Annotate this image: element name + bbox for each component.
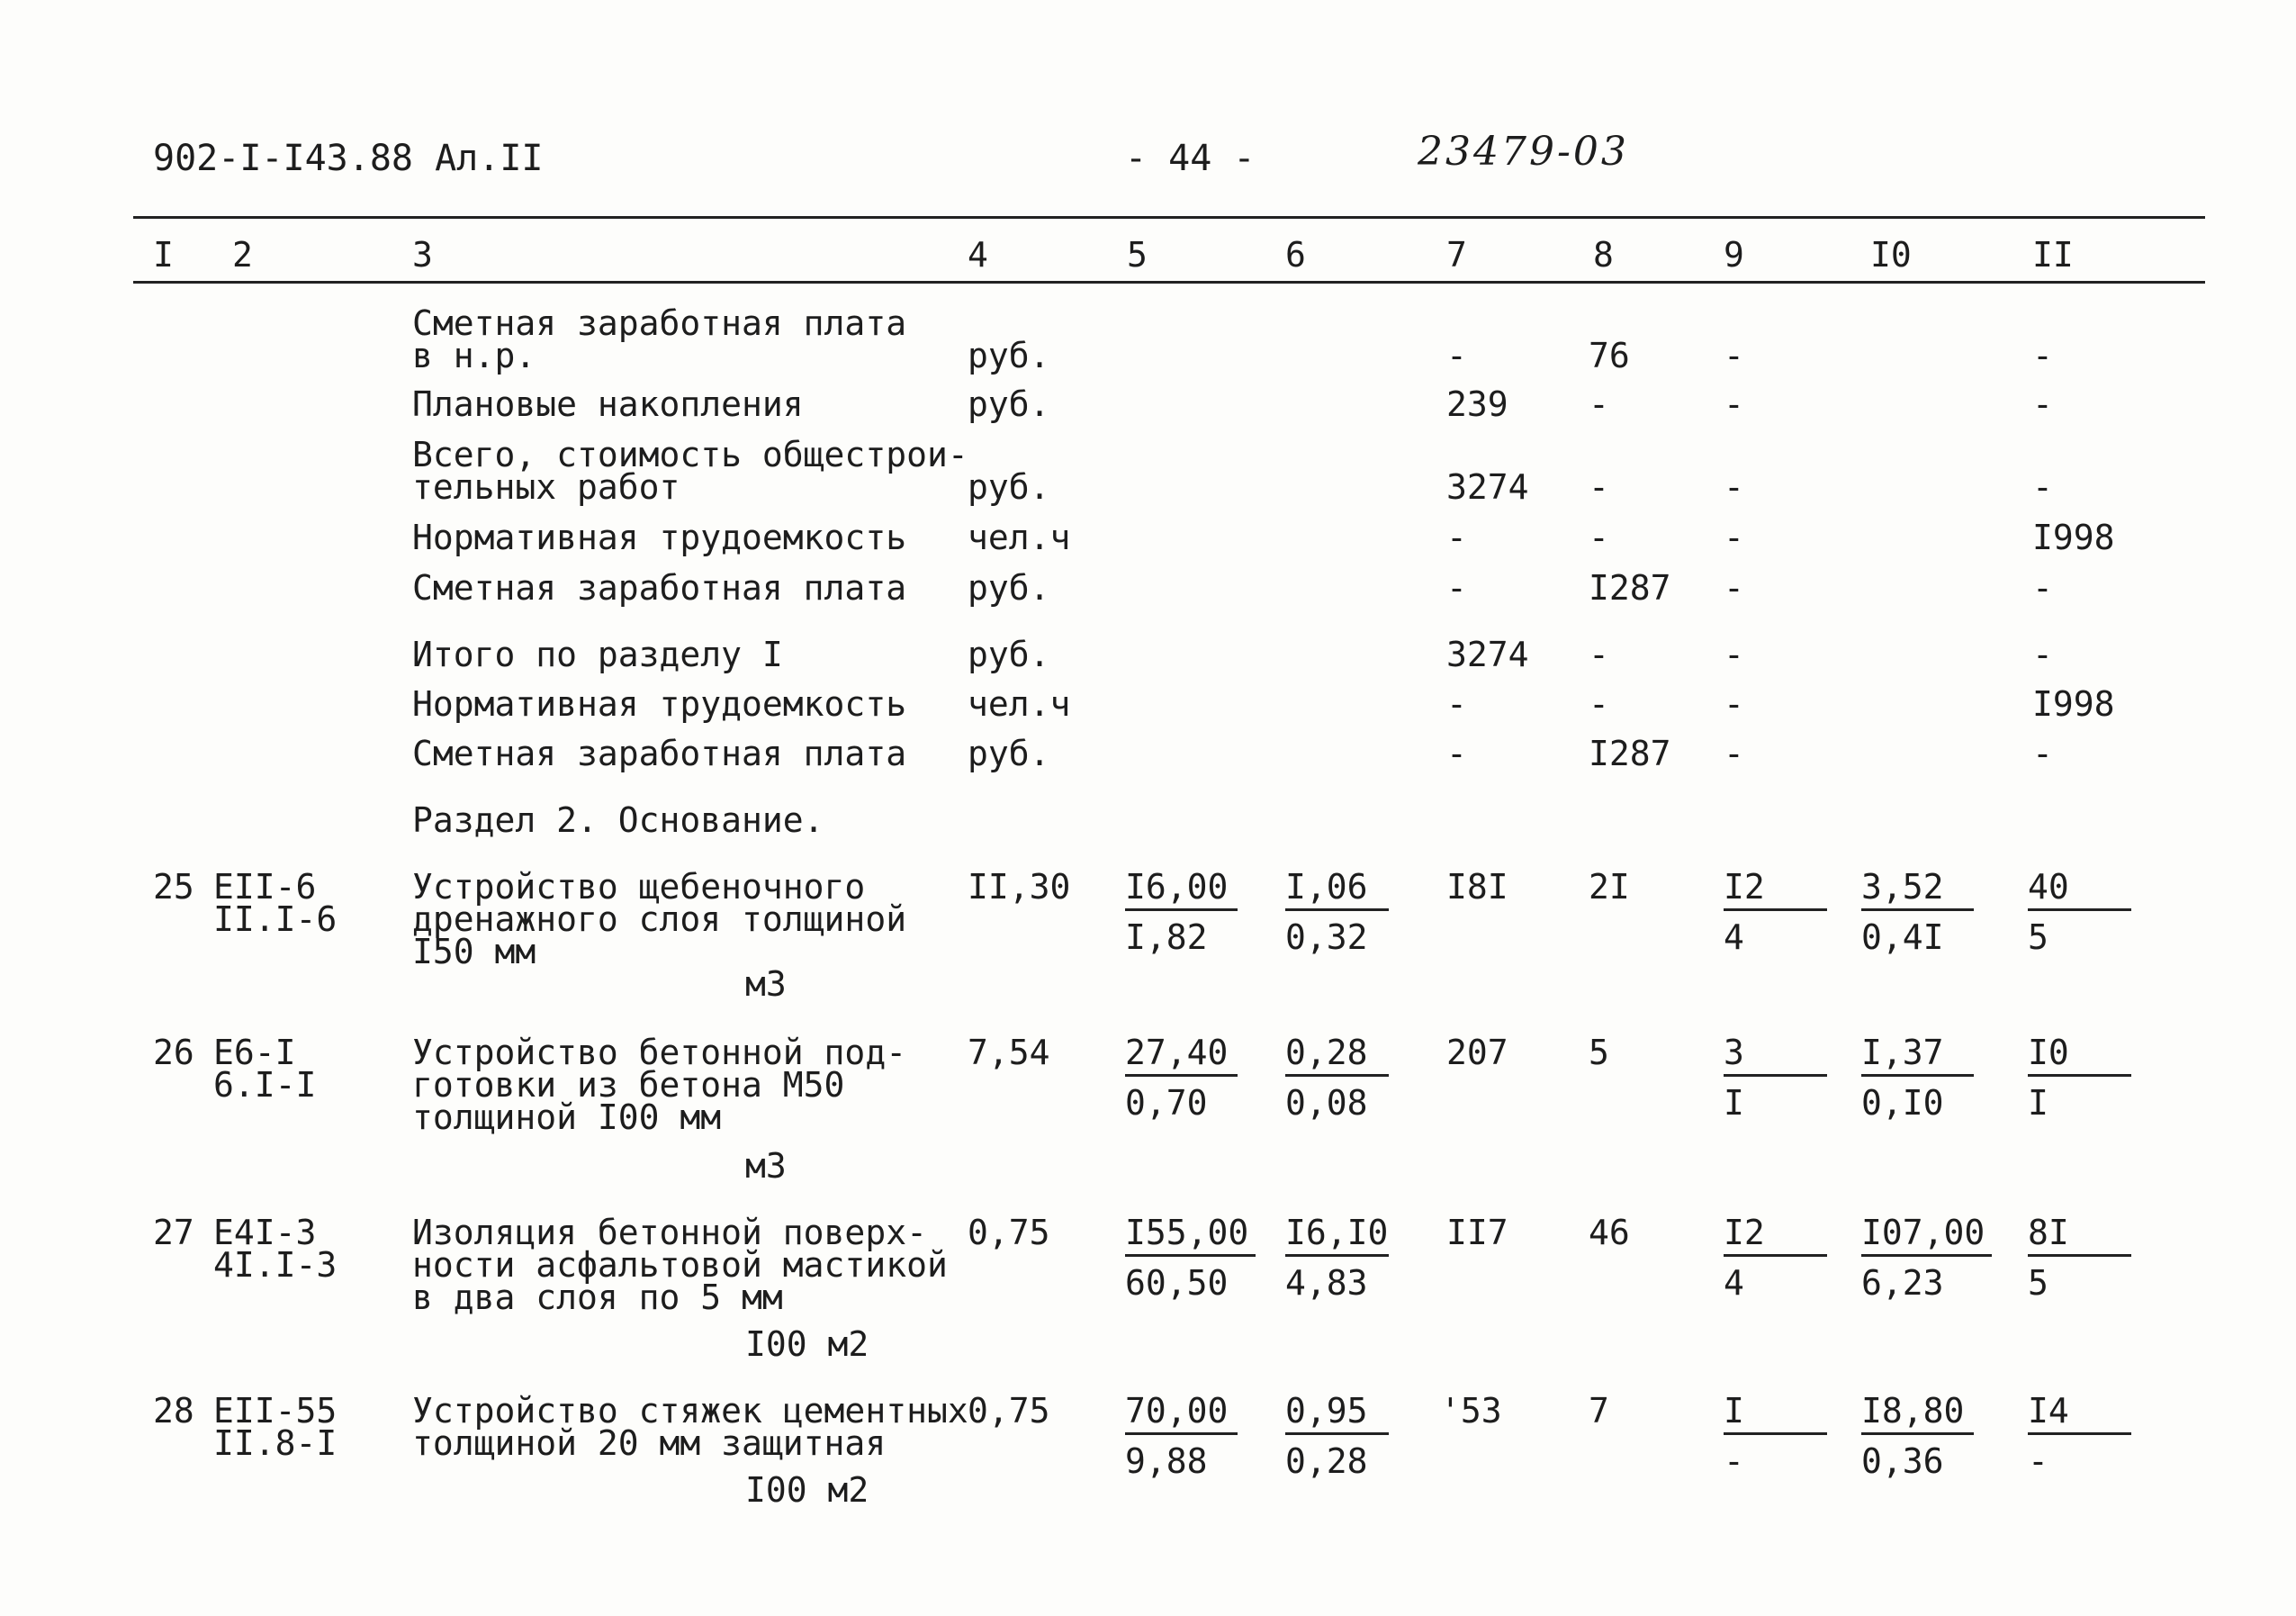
cell-col6-fraction [1285, 1033, 1389, 1123]
fraction-numerator: 27,40 [1125, 1035, 1238, 1077]
cell-col8: I287 [1589, 734, 1671, 773]
cell-col7: I8I [1446, 867, 1508, 907]
fraction-numerator: I,06 [1285, 870, 1389, 911]
fraction-numerator: I07,00 [1861, 1215, 1992, 1257]
fraction-denominator: 9,88 [1125, 1441, 1208, 1481]
fraction-numerator: I2 [1724, 870, 1827, 911]
column-header-1: I [153, 235, 174, 275]
column-header-10: I0 [1870, 235, 1912, 275]
fraction-denominator: 0,4I [1861, 917, 1944, 957]
cell-col8: - [1589, 518, 1609, 557]
column-header-7: 7 [1446, 235, 1467, 275]
cell-col9: - [1724, 568, 1744, 608]
cell-col9: - [1724, 518, 1744, 557]
cell-col8: I287 [1589, 568, 1671, 608]
cell-col7: - [1446, 336, 1467, 375]
row-unit: руб. [968, 734, 1050, 773]
cell-col8: 2I [1589, 867, 1630, 907]
column-header-5: 5 [1127, 235, 1148, 275]
item-quantity: 0,75 [968, 1391, 1050, 1431]
cell-col7: - [1446, 518, 1467, 557]
cell-col11: - [2032, 568, 2053, 608]
item-description-line1: Изоляция бетонной поверх- [412, 1213, 927, 1252]
cell-col11: - [2032, 734, 2053, 773]
fraction-numerator: 40 [2028, 870, 2131, 911]
cell-col11-fraction [2028, 867, 2131, 957]
item-number: 25 [153, 867, 194, 907]
column-header-4: 4 [968, 235, 988, 275]
fraction-denominator: 0,70 [1125, 1083, 1208, 1123]
fraction-denominator: 0,08 [1285, 1083, 1368, 1123]
fraction-denominator: I,82 [1125, 917, 1208, 957]
cell-col8: - [1589, 384, 1609, 424]
cell-col9-fraction [1724, 1033, 1827, 1123]
header-bottom-rule [133, 281, 2205, 284]
item-description-line2: толщиной 20 мм защитная [412, 1423, 887, 1463]
cell-col9: - [1724, 684, 1744, 724]
column-header-11: II [2032, 235, 2074, 275]
fraction-denominator: 0,28 [1285, 1441, 1368, 1481]
fraction-numerator: I2 [1724, 1215, 1827, 1257]
row-label: Плановые накопления [412, 384, 804, 424]
item-code: Е6-I [213, 1033, 296, 1072]
fraction-denominator: 6,23 [1861, 1263, 1944, 1303]
row-unit: руб. [968, 568, 1050, 608]
item-quantity: II,30 [968, 867, 1071, 907]
fraction-denominator: 0,32 [1285, 917, 1368, 957]
cell-col10-fraction [1861, 867, 1974, 957]
fraction-denominator: 0,36 [1861, 1441, 1944, 1481]
item-description-line2: дренажного слоя толщиной [412, 899, 907, 939]
cell-col7: 3274 [1446, 467, 1529, 507]
item-code-2: 6.I-I [213, 1065, 317, 1105]
cell-col11-fraction [2028, 1033, 2131, 1123]
cell-col7: - [1446, 568, 1467, 608]
row-unit: руб. [968, 635, 1050, 674]
fraction-numerator: 70,00 [1125, 1394, 1238, 1435]
cell-col9: - [1724, 635, 1744, 674]
item-description-line1: Устройство щебеночного [412, 867, 866, 907]
item-code: Е4I-3 [213, 1213, 317, 1252]
cell-col8: 76 [1589, 336, 1630, 375]
cell-col5-fraction [1125, 1391, 1238, 1481]
row-label-line2: в н.р. [412, 336, 536, 375]
fraction-numerator: I8,80 [1861, 1394, 1974, 1435]
cell-col11: - [2032, 384, 2053, 424]
cell-col9-fraction [1724, 867, 1827, 957]
cell-col8: 46 [1589, 1213, 1630, 1252]
fraction-denominator: 60,50 [1125, 1263, 1229, 1303]
item-number: 27 [153, 1213, 194, 1252]
row-unit: руб. [968, 336, 1050, 375]
item-code-2: 4I.I-3 [213, 1245, 338, 1285]
cell-col11: I998 [2032, 518, 2115, 557]
cell-col10-fraction [1861, 1391, 1974, 1481]
cell-col11: - [2032, 467, 2053, 507]
item-code: ЕII-55 [213, 1391, 338, 1431]
item-measure-unit: I00 м2 [745, 1470, 869, 1510]
row-label: Сметная заработная плата [412, 734, 907, 773]
item-quantity: 0,75 [968, 1213, 1050, 1252]
fraction-numerator: I0 [2028, 1035, 2131, 1077]
fraction-denominator: - [1724, 1441, 1744, 1481]
cell-col10-fraction [1861, 1213, 1992, 1303]
cell-col7: 3274 [1446, 635, 1529, 674]
cell-col11: - [2032, 336, 2053, 375]
item-code-2: II.8-I [213, 1423, 338, 1463]
row-label-line1: Всего, стоимость общестрои- [412, 435, 968, 474]
handwritten-number: 23479-03 [1418, 129, 1629, 175]
document-code: 902-I-I43.88 Ал.II [153, 138, 544, 179]
item-measure-unit: м3 [745, 1146, 787, 1186]
cell-col8: - [1589, 635, 1609, 674]
fraction-denominator: 4 [1724, 1263, 1744, 1303]
fraction-numerator: I4 [2028, 1394, 2131, 1435]
fraction-denominator: I [1724, 1083, 1744, 1123]
cell-col11: I998 [2032, 684, 2115, 724]
cell-col9-fraction [1724, 1213, 1827, 1303]
header-top-rule [133, 216, 2205, 219]
row-label: Сметная заработная плата [412, 568, 907, 608]
cell-col6-fraction [1285, 1391, 1389, 1481]
row-unit: чел.ч [968, 684, 1071, 724]
cell-col11: - [2032, 635, 2053, 674]
item-description-line3: толщиной I00 мм [412, 1097, 722, 1137]
fraction-denominator: 5 [2028, 917, 2048, 957]
cell-col5-fraction [1125, 1033, 1238, 1123]
cell-col5-fraction [1125, 867, 1238, 957]
cell-col9: - [1724, 734, 1744, 773]
fraction-numerator: I6,00 [1125, 870, 1238, 911]
cell-col9-fraction [1724, 1391, 1827, 1481]
fraction-denominator: 5 [2028, 1263, 2048, 1303]
cell-col5-fraction [1125, 1213, 1256, 1303]
fraction-numerator: 8I [2028, 1215, 2131, 1257]
cell-col7: 207 [1446, 1033, 1508, 1072]
column-header-9: 9 [1724, 235, 1744, 275]
cell-col9: - [1724, 467, 1744, 507]
fraction-denominator: - [2028, 1441, 2048, 1481]
item-description-line1: Устройство стяжек цементных [412, 1391, 968, 1431]
cell-col8: - [1589, 467, 1609, 507]
cell-col6-fraction [1285, 1213, 1389, 1303]
cell-col9: - [1724, 384, 1744, 424]
fraction-denominator: 0,I0 [1861, 1083, 1944, 1123]
item-number: 28 [153, 1391, 194, 1431]
row-label-line1: Сметная заработная плата [412, 303, 907, 343]
item-description-line1: Устройство бетонной под- [412, 1033, 907, 1072]
row-label: Нормативная трудоемкость [412, 684, 907, 724]
row-label-line2: тельных работ [412, 467, 680, 507]
fraction-denominator: 4,83 [1285, 1263, 1368, 1303]
cell-col8: 5 [1589, 1033, 1609, 1072]
section-title: Раздел 2. Основание. [412, 800, 824, 840]
cell-col11-fraction [2028, 1391, 2131, 1481]
cell-col9: - [1724, 336, 1744, 375]
column-header-6: 6 [1285, 235, 1306, 275]
item-measure-unit: м3 [745, 964, 787, 1004]
page-number: - 44 - [1125, 138, 1256, 179]
cell-col7: - [1446, 684, 1467, 724]
fraction-numerator: 3,52 [1861, 870, 1974, 911]
row-unit: чел.ч [968, 518, 1071, 557]
item-description-line2: ности асфальтовой мастикой [412, 1245, 948, 1285]
fraction-numerator: 0,95 [1285, 1394, 1389, 1435]
cell-col8: - [1589, 684, 1609, 724]
row-unit: руб. [968, 467, 1050, 507]
item-description-line2: готовки из бетона М50 [412, 1065, 845, 1105]
fraction-denominator: I [2028, 1083, 2048, 1123]
fraction-numerator: I55,00 [1125, 1215, 1256, 1257]
fraction-numerator: 0,28 [1285, 1035, 1389, 1077]
cell-col7: '53 [1440, 1391, 1502, 1431]
cell-col6-fraction [1285, 867, 1389, 957]
column-header-8: 8 [1593, 235, 1614, 275]
item-code: ЕII-6 [213, 867, 317, 907]
fraction-numerator: I,37 [1861, 1035, 1974, 1077]
fraction-numerator: I [1724, 1394, 1827, 1435]
column-header-3: 3 [412, 235, 433, 275]
item-description-line3: I50 мм [412, 932, 536, 971]
row-label: Итого по разделу I [412, 635, 783, 674]
item-number: 26 [153, 1033, 194, 1072]
column-header-2: 2 [232, 235, 253, 275]
cell-col8: 7 [1589, 1391, 1609, 1431]
item-measure-unit: I00 м2 [745, 1324, 869, 1364]
cell-col7: 239 [1446, 384, 1508, 424]
fraction-numerator: 3 [1724, 1035, 1827, 1077]
cell-col7: II7 [1446, 1213, 1508, 1252]
item-quantity: 7,54 [968, 1033, 1050, 1072]
fraction-denominator: 4 [1724, 917, 1744, 957]
item-description-line3: в два слоя по 5 мм [412, 1277, 783, 1317]
row-label: Нормативная трудоемкость [412, 518, 907, 557]
fraction-numerator: I6,I0 [1285, 1215, 1389, 1257]
cell-col10-fraction [1861, 1033, 1974, 1123]
item-code-2: II.I-6 [213, 899, 338, 939]
row-unit: руб. [968, 384, 1050, 424]
cell-col11-fraction [2028, 1213, 2131, 1303]
cell-col7: - [1446, 734, 1467, 773]
